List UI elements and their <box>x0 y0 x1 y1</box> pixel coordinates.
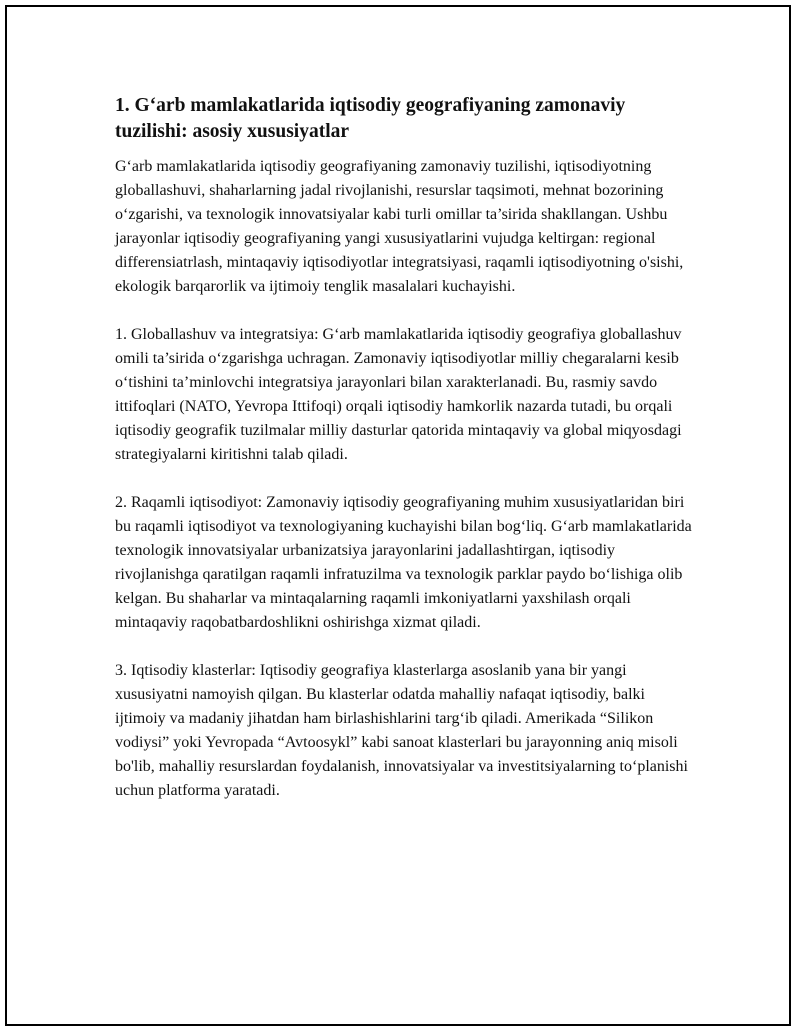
paragraph-digital-economy: 2. Raqamli iqtisodiyot: Zamonaviy iqtisodiy geografiyaning muhim xususiyatlaridan biri bu raqamli iqtisodiyot va texnologiyaning kuchayishi bilan bog‘liq. G‘arb mamlakatlarida texnologik innovatsiyalar urbanizatsiya jarayonlarini jadallashtirgan, iqtisodiy rivojlanishga qaratilgan raqamli infratuzilma va texnologik parklar paydo bo‘lishiga olib kelgan. Bu shaharlar va mintaqalarning raqamli imkoniyatlarni yaxshilash orqali mintaqaviy raqobatbardoshlikni oshirishga xizmat qiladi. <box>115 494 692 631</box>
document-body <box>115 93 695 827</box>
document-title: 1. G‘arb mamlakatlarida iqtisodiy geografiyaning zamonaviy tuzilishi: asosiy xususiyatlar <box>115 95 626 142</box>
paragraph-economic-clusters: 3. Iqtisodiy klasterlar: Iqtisodiy geografiya klasterlarga asoslanib yana bir yangi xususiyatni namoyish qilgan. Bu klasterlar odatda mahalliy nafaqat iqtisodiy, balki ijtimoiy va madaniy jihatdan ham birlashishlarini targ‘ib qiladi. Amerikada “Silikon vodiysi” yoki Yevropada “Avtoosykl” kabi sanoat klasterlari bu jarayonning aniq misoli bo'lib, mahalliy resurslardan foydalanish, innovatsiyalar va investitsiyalarning to‘planishi uchun platforma yaratadi. <box>115 662 688 799</box>
intro-paragraph: G‘arb mamlakatlarida iqtisodiy geografiyaning zamonaviy tuzilishi, iqtisodiyotning globallashuvi, shaharlarning jadal rivojlanishi, resurslar taqsimoti, mehnat bozorining o‘zgarishi, va texnologik innovatsiyalar kabi turli omillar ta’sirida shakllangan. Ushbu jarayonlar iqtisodiy geografiyaning yangi xususiyatlarini vujudga keltirgan: regional differensiatrlash, mintaqaviy iqtisodiyotlar integratsiyasi, raqamli iqtisodiyotning o'sishi, ekologik barqarorlik va ijtimoiy tenglik masalalari kuchayishi. <box>115 158 684 295</box>
paragraph-globalization: 1. Globallashuv va integratsiya: G‘arb mamlakatlarida iqtisodiy geografiya globallashuv omili ta’sirida o‘zgarishga uchragan. Zamonaviy iqtisodiyotlar milliy chegaralarni kesib o‘tishini ta’minlovchi integratsiya jarayonlari bilan xarakterlanadi. Bu, rasmiy savdo ittifoqlari (NATO, Yevropa Ittifoqi) orqali iqtisodiy hamkorlik nazarda tutadi, bu orqali iqtisodiy geografik tuzilmalar milliy dasturlar qatorida mintaqaviy va global miqyosdagi strategiyalarni kiritishni talab qiladi. <box>115 326 682 463</box>
